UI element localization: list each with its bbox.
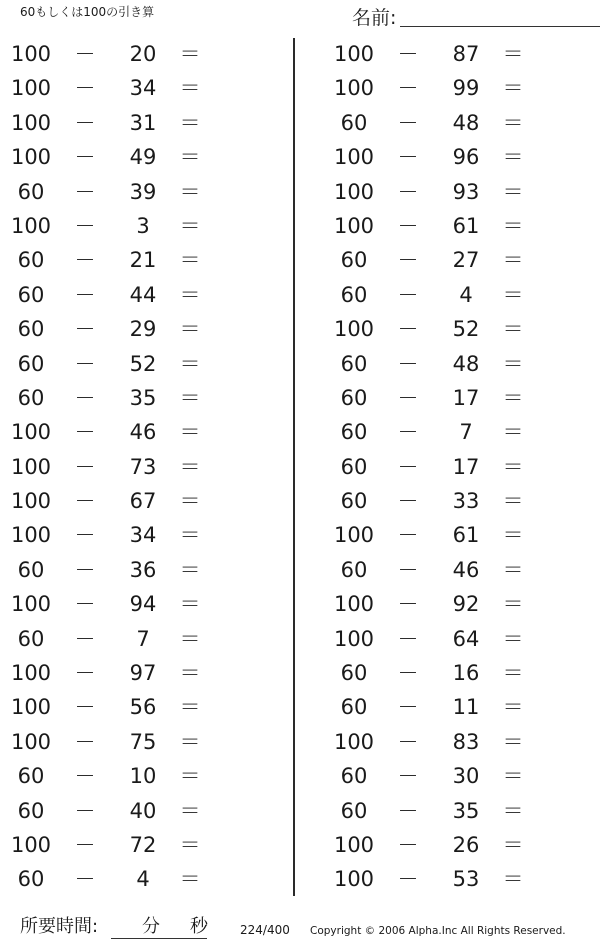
- subtrahend: 31: [129, 110, 157, 135]
- minus-sign: －: [397, 351, 419, 376]
- subtrahend: 83: [452, 729, 480, 754]
- copyright-notice: Copyright © 2006 Alpha.Inc All Rights Reserved.: [310, 925, 566, 937]
- minuend: 100: [333, 592, 375, 617]
- minuend: 100: [10, 76, 52, 101]
- subtrahend: 35: [129, 385, 157, 410]
- problem-row: [0, 484, 290, 518]
- equals-sign: ＝: [502, 351, 524, 376]
- minus-sign: －: [397, 867, 419, 892]
- subtrahend: 48: [452, 110, 480, 135]
- left-problem-column: [0, 37, 290, 899]
- problem-row: [0, 175, 290, 209]
- problem-row: [0, 587, 290, 621]
- name-field: [352, 6, 592, 32]
- subtrahend: 39: [129, 179, 157, 204]
- problem-row: [323, 484, 600, 518]
- equals-sign: ＝: [502, 764, 524, 789]
- minuend: 60: [17, 179, 45, 204]
- minuend: 60: [340, 248, 368, 273]
- equals-sign: ＝: [502, 420, 524, 445]
- subtrahend: 61: [452, 213, 480, 238]
- subtrahend: 56: [129, 695, 157, 720]
- equals-sign: ＝: [179, 454, 201, 479]
- time-label: 所要時間:: [20, 916, 99, 937]
- equals-sign: ＝: [502, 592, 524, 617]
- minuend: 60: [340, 282, 368, 307]
- minuend: 100: [10, 420, 52, 445]
- problem-row: [323, 140, 600, 174]
- problem-row: [323, 347, 600, 381]
- equals-sign: ＝: [502, 179, 524, 204]
- minuend: 100: [10, 592, 52, 617]
- subtrahend: 87: [452, 42, 480, 66]
- problem-row: [0, 243, 290, 277]
- minuend: 100: [10, 42, 52, 66]
- minus-sign: －: [74, 76, 96, 101]
- equals-sign: ＝: [179, 317, 201, 342]
- equals-sign: ＝: [179, 764, 201, 789]
- subtrahend: 11: [452, 695, 480, 720]
- minus-sign: －: [397, 626, 419, 651]
- problem-row: [0, 553, 290, 587]
- equals-sign: ＝: [179, 282, 201, 307]
- problem-row: [0, 725, 290, 759]
- subtrahend: 4: [136, 867, 150, 892]
- subtrahend: 33: [452, 489, 480, 514]
- minuend: 100: [10, 832, 52, 857]
- problem-row: [323, 415, 600, 449]
- problem-row: [0, 278, 290, 312]
- problem-row: [323, 381, 600, 415]
- minus-sign: －: [397, 523, 419, 548]
- minus-sign: －: [397, 110, 419, 135]
- equals-sign: ＝: [502, 213, 524, 238]
- subtrahend: 67: [129, 489, 157, 514]
- minuend: 100: [333, 626, 375, 651]
- minus-sign: －: [397, 764, 419, 789]
- minus-sign: －: [74, 145, 96, 170]
- minus-sign: －: [74, 695, 96, 720]
- problem-row: [323, 553, 600, 587]
- minus-sign: －: [74, 867, 96, 892]
- problem-row: [0, 518, 290, 552]
- minus-sign: －: [397, 282, 419, 307]
- problem-row: [0, 381, 290, 415]
- minuend: 100: [333, 729, 375, 754]
- minus-sign: －: [74, 282, 96, 307]
- equals-sign: ＝: [179, 420, 201, 445]
- minuend: 60: [17, 557, 45, 582]
- minuend: 60: [340, 798, 368, 823]
- equals-sign: ＝: [502, 317, 524, 342]
- subtrahend: 53: [452, 867, 480, 892]
- minus-sign: －: [74, 557, 96, 582]
- problem-row: [0, 794, 290, 828]
- minus-sign: －: [74, 798, 96, 823]
- minuend: 60: [17, 248, 45, 273]
- minus-sign: －: [397, 798, 419, 823]
- subtrahend: 46: [452, 557, 480, 582]
- column-divider: [293, 38, 295, 896]
- minus-sign: －: [74, 179, 96, 204]
- equals-sign: ＝: [502, 489, 524, 514]
- equals-sign: ＝: [179, 867, 201, 892]
- subtrahend: 96: [452, 145, 480, 170]
- minutes-unit: 分: [142, 916, 160, 937]
- minuend: 60: [17, 764, 45, 789]
- subtrahend: 35: [452, 798, 480, 823]
- subtrahend: 93: [452, 179, 480, 204]
- equals-sign: ＝: [179, 42, 201, 66]
- equals-sign: ＝: [179, 351, 201, 376]
- problem-row: [323, 622, 600, 656]
- subtrahend: 36: [129, 557, 157, 582]
- minus-sign: －: [397, 661, 419, 686]
- minus-sign: －: [74, 592, 96, 617]
- worksheet-title: 60もしくは100の引き算: [20, 5, 155, 19]
- problem-row: [0, 37, 290, 71]
- minuend: 100: [333, 145, 375, 170]
- equals-sign: ＝: [502, 454, 524, 479]
- subtrahend: 29: [129, 317, 157, 342]
- equals-sign: ＝: [502, 729, 524, 754]
- subtrahend: 61: [452, 523, 480, 548]
- problem-row: [323, 587, 600, 621]
- minuend: 100: [10, 523, 52, 548]
- subtrahend: 75: [129, 729, 157, 754]
- minus-sign: －: [397, 385, 419, 410]
- equals-sign: ＝: [502, 248, 524, 273]
- minuend: 60: [340, 110, 368, 135]
- problem-row: [323, 312, 600, 346]
- subtrahend: 52: [129, 351, 157, 376]
- problem-row: [0, 690, 290, 724]
- minuend: 60: [17, 385, 45, 410]
- minus-sign: －: [397, 213, 419, 238]
- problem-row: [0, 450, 290, 484]
- equals-sign: ＝: [179, 76, 201, 101]
- minus-sign: －: [74, 213, 96, 238]
- problem-row: [323, 725, 600, 759]
- problem-row: [0, 656, 290, 690]
- minus-sign: －: [397, 729, 419, 754]
- problem-row: [0, 71, 290, 105]
- problem-row: [323, 862, 600, 896]
- minuend: 100: [333, 179, 375, 204]
- subtrahend: 40: [129, 798, 157, 823]
- minuend: 60: [340, 454, 368, 479]
- problem-row: [0, 106, 290, 140]
- minuend: 100: [10, 110, 52, 135]
- minuend: 60: [17, 626, 45, 651]
- equals-sign: ＝: [502, 145, 524, 170]
- equals-sign: ＝: [179, 213, 201, 238]
- problem-row: [0, 415, 290, 449]
- equals-sign: ＝: [502, 695, 524, 720]
- problem-row: [323, 106, 600, 140]
- equals-sign: ＝: [179, 557, 201, 582]
- minuend: 60: [17, 351, 45, 376]
- minus-sign: －: [397, 42, 419, 66]
- subtrahend: 34: [129, 76, 157, 101]
- minus-sign: －: [74, 385, 96, 410]
- subtrahend: 94: [129, 592, 157, 617]
- minus-sign: －: [74, 661, 96, 686]
- problem-row: [323, 243, 600, 277]
- minus-sign: －: [397, 76, 419, 101]
- problem-row: [323, 278, 600, 312]
- problem-row: [0, 140, 290, 174]
- subtrahend: 7: [459, 420, 473, 445]
- problem-row: [0, 622, 290, 656]
- minuend: 100: [333, 523, 375, 548]
- equals-sign: ＝: [179, 523, 201, 548]
- minus-sign: －: [397, 248, 419, 273]
- minus-sign: －: [74, 248, 96, 273]
- equals-sign: ＝: [502, 661, 524, 686]
- minuend: 100: [333, 317, 375, 342]
- subtrahend: 16: [452, 661, 480, 686]
- problem-row: [0, 347, 290, 381]
- minus-sign: －: [397, 557, 419, 582]
- minuend: 100: [10, 729, 52, 754]
- equals-sign: ＝: [179, 832, 201, 857]
- minus-sign: －: [74, 764, 96, 789]
- subtrahend: 10: [129, 764, 157, 789]
- equals-sign: ＝: [179, 695, 201, 720]
- minuend: 100: [333, 213, 375, 238]
- subtrahend: 27: [452, 248, 480, 273]
- minus-sign: －: [74, 351, 96, 376]
- name-label: 名前:: [352, 7, 397, 29]
- problem-row: [0, 862, 290, 896]
- problem-row: [323, 37, 600, 71]
- minus-sign: －: [397, 489, 419, 514]
- equals-sign: ＝: [179, 661, 201, 686]
- minuend: 60: [340, 489, 368, 514]
- equals-sign: ＝: [502, 557, 524, 582]
- name-underline: [400, 26, 600, 27]
- minus-sign: －: [397, 420, 419, 445]
- minuend: 100: [333, 867, 375, 892]
- minuend: 60: [340, 695, 368, 720]
- subtrahend: 7: [136, 626, 150, 651]
- equals-sign: ＝: [502, 110, 524, 135]
- problem-row: [0, 312, 290, 346]
- subtrahend: 17: [452, 385, 480, 410]
- minus-sign: －: [397, 145, 419, 170]
- minus-sign: －: [397, 832, 419, 857]
- minus-sign: －: [74, 42, 96, 66]
- subtrahend: 46: [129, 420, 157, 445]
- minus-sign: －: [397, 454, 419, 479]
- problem-row: [323, 656, 600, 690]
- minuend: 100: [10, 695, 52, 720]
- minuend: 60: [340, 385, 368, 410]
- subtrahend: 49: [129, 145, 157, 170]
- minus-sign: －: [397, 695, 419, 720]
- minuend: 60: [340, 420, 368, 445]
- page-count: 224/400: [240, 923, 290, 937]
- equals-sign: ＝: [179, 110, 201, 135]
- minus-sign: －: [74, 110, 96, 135]
- seconds-unit: 秒: [190, 916, 208, 937]
- minuend: 60: [340, 351, 368, 376]
- problem-row: [323, 794, 600, 828]
- minuend: 100: [10, 661, 52, 686]
- minus-sign: －: [74, 317, 96, 342]
- right-problem-column: [323, 37, 600, 899]
- equals-sign: ＝: [179, 592, 201, 617]
- subtrahend: 92: [452, 592, 480, 617]
- minus-sign: －: [74, 489, 96, 514]
- equals-sign: ＝: [179, 179, 201, 204]
- minuend: 100: [10, 489, 52, 514]
- problem-row: [323, 71, 600, 105]
- equals-sign: ＝: [502, 282, 524, 307]
- subtrahend: 17: [452, 454, 480, 479]
- minus-sign: －: [74, 420, 96, 445]
- subtrahend: 52: [452, 317, 480, 342]
- equals-sign: ＝: [502, 42, 524, 66]
- equals-sign: ＝: [179, 489, 201, 514]
- subtrahend: 64: [452, 626, 480, 651]
- equals-sign: ＝: [502, 523, 524, 548]
- equals-sign: ＝: [179, 385, 201, 410]
- problem-row: [323, 450, 600, 484]
- problem-row: [323, 175, 600, 209]
- equals-sign: ＝: [502, 76, 524, 101]
- equals-sign: ＝: [179, 248, 201, 273]
- equals-sign: ＝: [179, 626, 201, 651]
- equals-sign: ＝: [179, 145, 201, 170]
- subtrahend: 97: [129, 661, 157, 686]
- subtrahend: 20: [129, 42, 157, 66]
- minus-sign: －: [397, 179, 419, 204]
- equals-sign: ＝: [502, 867, 524, 892]
- minuend: 60: [17, 867, 45, 892]
- subtrahend: 26: [452, 832, 480, 857]
- problem-row: [323, 690, 600, 724]
- subtrahend: 34: [129, 523, 157, 548]
- minus-sign: －: [74, 454, 96, 479]
- equals-sign: ＝: [502, 832, 524, 857]
- problem-row: [323, 209, 600, 243]
- minuend: 100: [333, 42, 375, 66]
- equals-sign: ＝: [502, 798, 524, 823]
- equals-sign: ＝: [502, 626, 524, 651]
- subtrahend: 99: [452, 76, 480, 101]
- equals-sign: ＝: [502, 385, 524, 410]
- equals-sign: ＝: [179, 798, 201, 823]
- minuend: 100: [10, 145, 52, 170]
- minuend: 100: [333, 76, 375, 101]
- subtrahend: 72: [129, 832, 157, 857]
- equals-sign: ＝: [179, 729, 201, 754]
- problem-row: [323, 518, 600, 552]
- minuend: 100: [10, 454, 52, 479]
- subtrahend: 30: [452, 764, 480, 789]
- problem-row: [323, 759, 600, 793]
- minus-sign: －: [74, 729, 96, 754]
- minuend: 100: [10, 213, 52, 238]
- problem-row: [0, 759, 290, 793]
- subtrahend: 21: [129, 248, 157, 273]
- minuend: 60: [17, 282, 45, 307]
- minus-sign: －: [397, 317, 419, 342]
- subtrahend: 73: [129, 454, 157, 479]
- subtrahend: 3: [136, 213, 150, 238]
- minuend: 60: [17, 317, 45, 342]
- problem-row: [0, 828, 290, 862]
- subtrahend: 4: [459, 282, 473, 307]
- minuend: 60: [17, 798, 45, 823]
- minus-sign: －: [74, 626, 96, 651]
- subtrahend: 44: [129, 282, 157, 307]
- problem-row: [0, 209, 290, 243]
- minuend: 60: [340, 764, 368, 789]
- minuend: 60: [340, 661, 368, 686]
- problem-row: [323, 828, 600, 862]
- minus-sign: －: [74, 523, 96, 548]
- minuend: 100: [333, 832, 375, 857]
- subtrahend: 48: [452, 351, 480, 376]
- minuend: 60: [340, 557, 368, 582]
- minus-sign: －: [74, 832, 96, 857]
- minus-sign: －: [397, 592, 419, 617]
